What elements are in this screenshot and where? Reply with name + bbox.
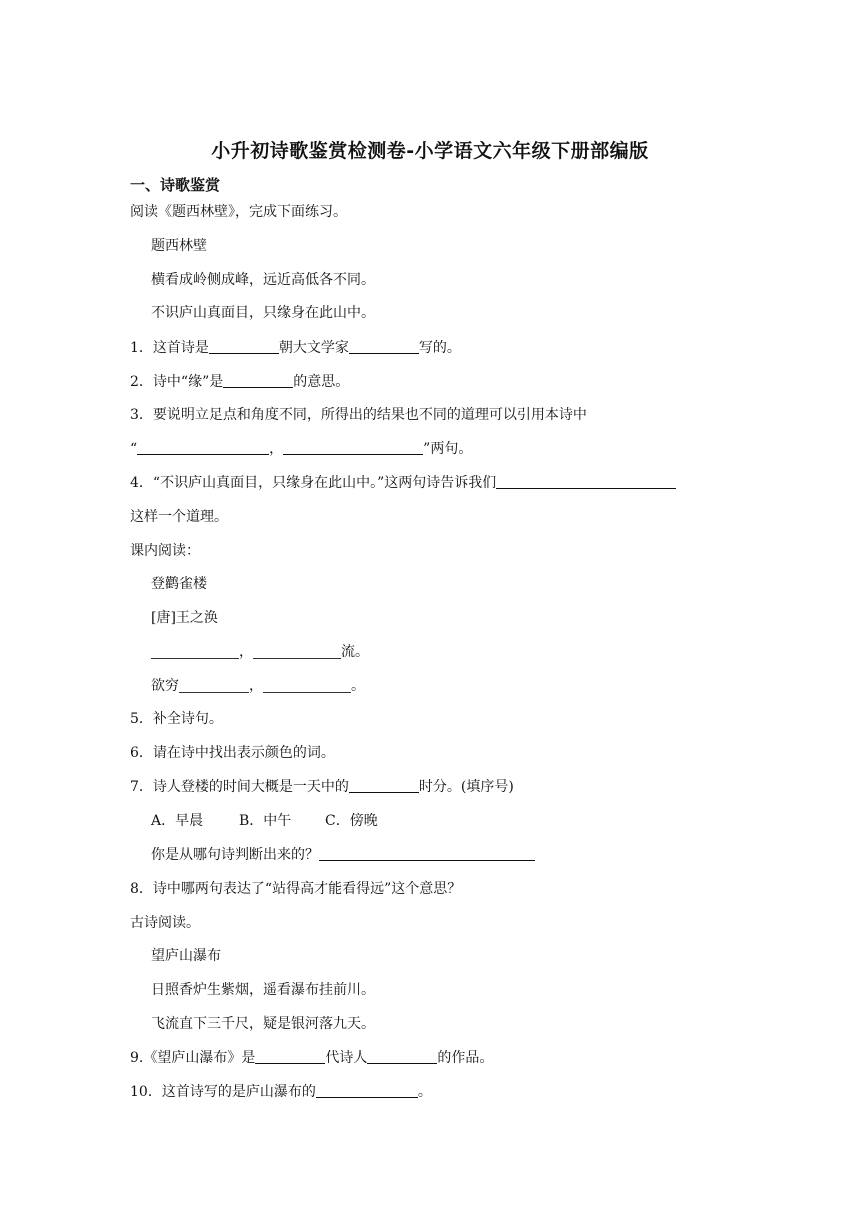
poem-author: [唐]王之涣 (151, 610, 218, 626)
question-text: 的作品。 (437, 1050, 494, 1066)
answer-blank[interactable] (316, 1083, 418, 1098)
question-4-cont: 这样一个道理。 (130, 509, 228, 525)
passage-intro: 古诗阅读。 (130, 915, 200, 931)
answer-blank[interactable] (253, 644, 341, 659)
poem-line: 横看成岭侧成峰，远近高低各不同。 (151, 272, 375, 288)
question-9 (130, 1048, 493, 1068)
question-text: 1．这首诗是 (130, 340, 209, 356)
question-text: 。 (417, 1084, 432, 1100)
question-text: 代诗人 (325, 1050, 368, 1066)
question-10 (130, 1082, 432, 1102)
poem-text: 欲穷 (151, 678, 179, 694)
answer-blank[interactable] (283, 440, 423, 455)
question-7-options (151, 811, 378, 831)
answer-blank[interactable] (151, 644, 239, 659)
question-text: 10．这首诗写的是庐山瀑布的 (130, 1084, 316, 1100)
answer-blank[interactable] (209, 339, 279, 354)
option-b[interactable]: B．中午 (239, 813, 292, 829)
question-6: 6．请在诗中找出表示颜色的词。 (130, 745, 335, 761)
answer-blank[interactable] (179, 678, 249, 693)
question-8: 8．诗中哪两句表达了“站得高才能看得远”这个意思？ (130, 881, 462, 897)
question-3-cont (130, 439, 472, 459)
question-text: 你是从哪句诗判断出来的？ (151, 847, 319, 863)
poem-line: 不识庐山真面目，只缘身在此山中。 (151, 305, 375, 321)
section-heading: 一、诗歌鉴赏 (130, 176, 221, 194)
option-a[interactable]: A．早晨 (151, 813, 204, 829)
answer-blank[interactable] (263, 678, 351, 693)
question-text: 2．诗中“缘”是 (130, 374, 224, 390)
question-7-follow (151, 845, 535, 865)
poem-title: 题西林壁 (151, 238, 207, 254)
question-7 (130, 777, 514, 797)
question-text: 写的。 (418, 340, 461, 356)
question-4 (130, 473, 676, 493)
poem-text: ， (239, 644, 253, 660)
question-text: 时分。(填序号) (418, 779, 514, 795)
poem-title: 登鹳雀楼 (151, 576, 207, 592)
answer-blank[interactable] (349, 778, 419, 793)
question-5: 5．补全诗句。 (130, 711, 223, 727)
poem-line-fill (151, 642, 369, 662)
poem-line: 日照香炉生紫烟，遥看瀑布挂前川。 (151, 982, 375, 998)
question-text: “ (130, 441, 138, 457)
question-text: 的意思。 (293, 374, 350, 390)
question-text: 9.《望庐山瀑布》是 (130, 1050, 256, 1066)
poem-text: 流。 (341, 644, 369, 660)
question-text: ”两句。 (423, 441, 473, 457)
option-c[interactable]: C．傍晚 (325, 813, 378, 829)
poem-line-fill (151, 676, 365, 696)
poem-title: 望庐山瀑布 (151, 948, 221, 964)
answer-blank[interactable] (223, 373, 293, 388)
question-text: 7．诗人登楼的时间大概是一天中的 (130, 779, 349, 795)
page-title: 小升初诗歌鉴赏检测卷-小学语文六年级下册部编版 (211, 140, 649, 162)
question-2 (130, 372, 349, 392)
passage-intro: 阅读《题西林壁》，完成下面练习。 (130, 204, 347, 220)
question-text: ， (269, 441, 284, 457)
question-text: 朝大文学家 (278, 340, 349, 356)
question-1 (130, 338, 461, 358)
question-3: 3．要说明立足点和角度不同，所得出的结果也不同的道理可以引用本诗中 (130, 407, 587, 423)
poem-text: 。 (351, 678, 365, 694)
answer-blank[interactable] (319, 846, 535, 861)
answer-blank[interactable] (349, 339, 419, 354)
poem-line: 飞流直下三千尺，疑是银河落九天。 (151, 1016, 375, 1032)
passage-intro: 课内阅读： (130, 543, 200, 559)
answer-blank[interactable] (137, 440, 269, 455)
answer-blank[interactable] (255, 1049, 325, 1064)
poem-text: ， (249, 678, 263, 694)
answer-blank[interactable] (367, 1049, 437, 1064)
question-text: 4．“不识庐山真面目，只缘身在此山中。”这两句诗告诉我们 (130, 475, 497, 491)
answer-blank[interactable] (496, 474, 676, 489)
